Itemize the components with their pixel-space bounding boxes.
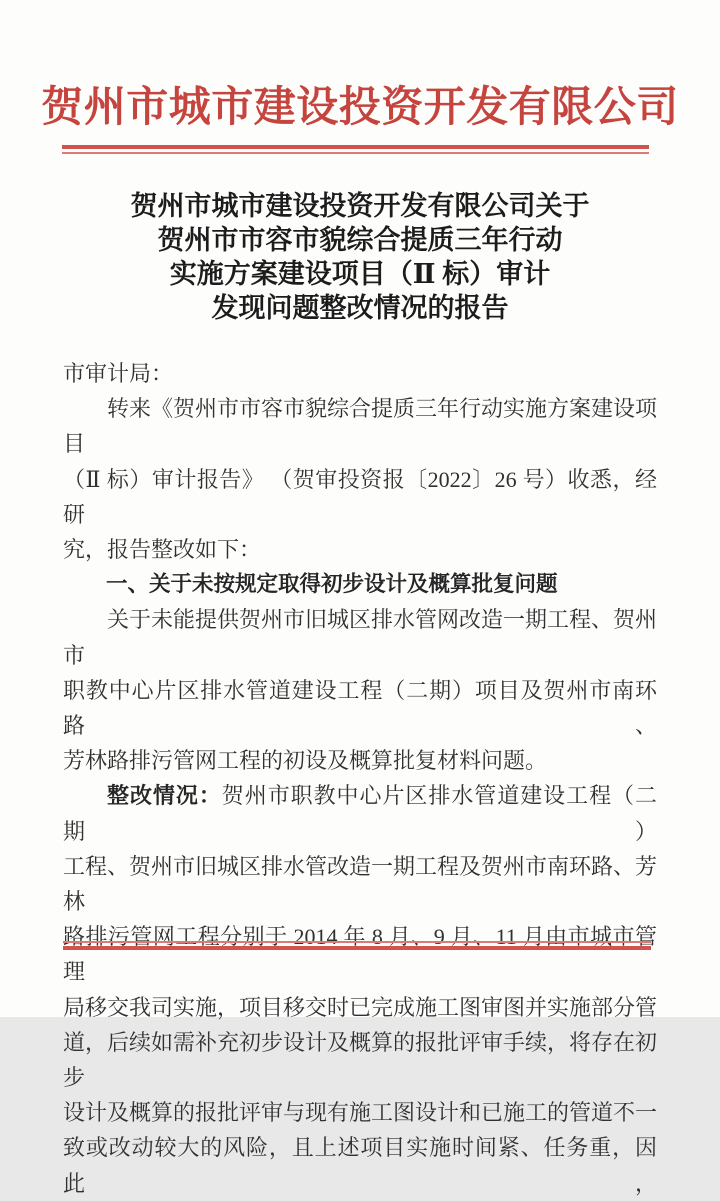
paragraph-line: 工程、贺州市旧城区排水管改造一期工程及贺州市南环路、芳林 xyxy=(63,853,658,915)
letterhead-org-name: 贺州市城市建设投资开发有限公司 xyxy=(41,85,679,131)
document-title-line: 贺州市市容市貌综合提质三年行动 xyxy=(157,225,563,255)
paragraph-line: 芳林路排污管网工程的初设及概算批复材料问题。 xyxy=(63,748,548,774)
paragraph-line: 道，后续如需补充初步设计及概算的报批评审手续，将存在初步 xyxy=(63,1029,658,1091)
paragraph-line-text: 贺州市职教中心片区排水管道建设工程（二期） xyxy=(63,783,657,844)
document-title xyxy=(0,189,720,325)
document-title-line: 发现问题整改情况的报告 xyxy=(211,293,509,323)
salutation-line: 市审计局： xyxy=(63,361,174,386)
paragraph-lead-label: 整改情况： xyxy=(107,783,222,809)
document-title-line: 贺州市城市建设投资开发有限公司关于 xyxy=(130,191,590,221)
paragraph-line: 路排污管网工程分别于 2014 年 8 月、9 月、11 月由市城市管理 xyxy=(63,924,657,985)
document-title-line: 实施方案建设项目（Ⅱ 标）审计 xyxy=(169,259,551,289)
paragraph-line: （Ⅱ 标）审计报告》 （贺审投资报〔2022〕26 号）收悉，经研 xyxy=(63,466,657,527)
letterhead-separator-line xyxy=(62,145,649,154)
paragraph-line xyxy=(63,778,657,848)
section-heading: 一、关于未按规定取得初步设计及概算批复问题 xyxy=(106,572,558,597)
paragraph-line: 关于未能提供贺州市旧城区排水管网改造一期工程、贺州市 xyxy=(63,607,658,668)
paragraph-line: 职教中心片区排水管道建设工程（二期）项目及贺州市南环路、 xyxy=(63,677,657,739)
paragraph-line: 究，报告整改如下： xyxy=(63,537,262,563)
paragraph-line: 致或改动较大的风险，且上述项目实施时间紧、任务重，因此， xyxy=(63,1135,657,1196)
document-body xyxy=(63,356,657,1201)
paragraph-line: 转来《贺州市市容市貌综合提质三年行动实施方案建设项目 xyxy=(63,396,658,457)
paragraph-line: 局移交我司实施，项目移交时已完成施工图审图并实施部分管 xyxy=(63,994,658,1020)
paragraph-line: 设计及概算的报批评审与现有施工图设计和已施工的管道不一 xyxy=(63,1100,658,1126)
footer-separator-line xyxy=(63,941,651,950)
